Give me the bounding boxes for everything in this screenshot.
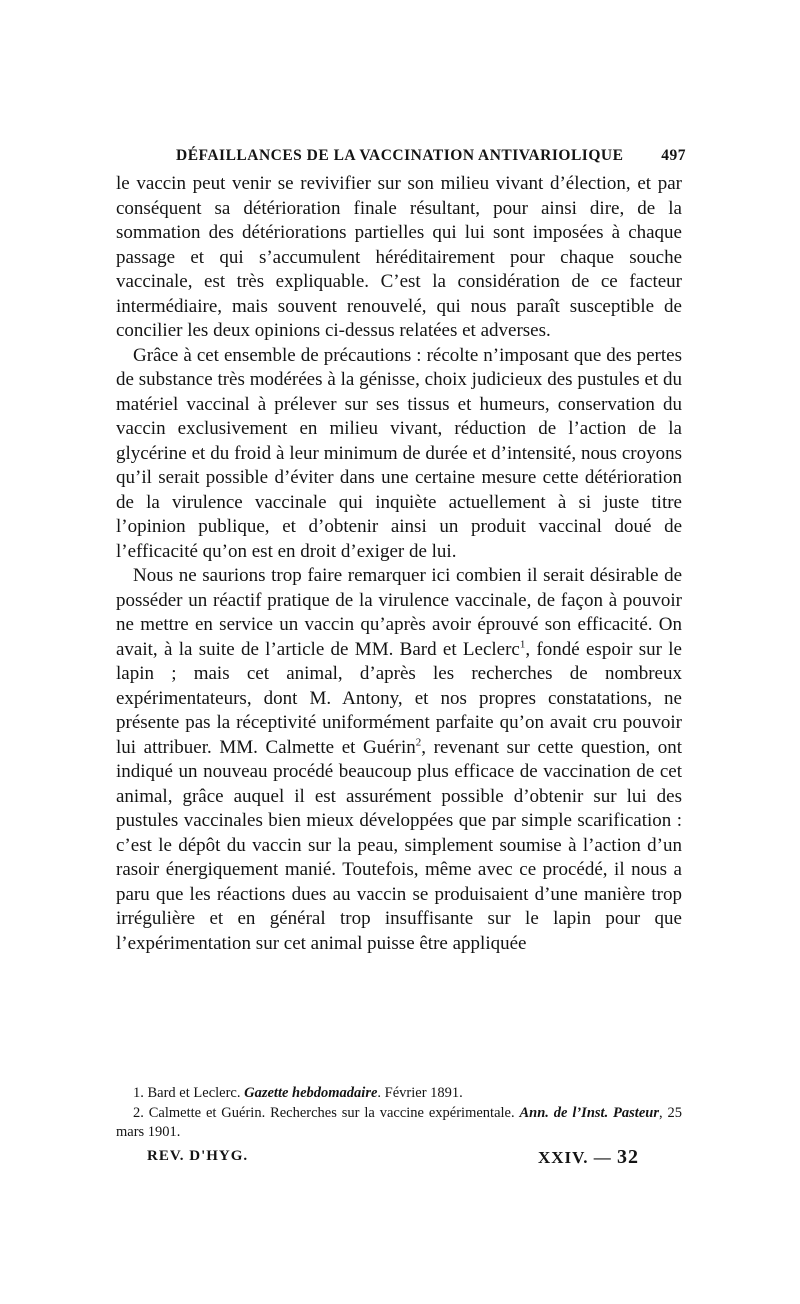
footnotes: [116, 1084, 682, 1143]
paragraph-3: [116, 564, 682, 956]
signature-volume: XXIV.: [537, 1148, 589, 1167]
footnote-1-journal: Gazette hebdomadaire: [244, 1085, 378, 1101]
footnote-1-date: . Février 1891.: [377, 1085, 463, 1101]
signature-line: [147, 1146, 639, 1168]
signature-journal: REV. D'HYG.: [147, 1148, 249, 1164]
paragraph-3-part-b: , fondé espoir sur le lapin ; mais cet animal, d’après les recherches de nombreux expérimentateurs, dont M. Antony, et nos propres constatations, ne présente pas la réceptivité uniformément parfaite qu’on avait cru pouvoir lui attribuer. MM. Calmette et Guérin: [116, 638, 682, 758]
footnote-2-text: Calmette et Guérin. Recherches sur la vaccine expérimentale.: [143, 1104, 520, 1121]
footnote-2-date: , 25 mars 1901.: [116, 1104, 682, 1140]
signature-number: 32: [617, 1146, 639, 1168]
footnote-1: [116, 1084, 682, 1104]
paragraph-2: Grâce à cet ensemble de précautions : récolte n’imposant que des pertes de substance très modérées à la génisse, choix judicieux des pustules et du matériel vaccinal à prélever sur ses tissus et humeurs, conservation du vaccin exclusivement en milieu vivant, réduction de l’action de la glycérine et du froid à leur minimum de durée et d’intensité, nous croyons qu’il serait possible d’éviter dans une certaine mesure cette détérioration de la virulence vaccinale qui inquiète actuellement à si juste titre l’opinion publique, et d’obtenir ainsi un produit vaccinal doué de l’efficacité qu’on est en droit d’exiger de lui.: [116, 344, 682, 562]
footnote-ref-1[interactable]: 1: [519, 638, 526, 651]
running-head: [176, 147, 686, 165]
running-title: DÉFAILLANCES DE LA VACCINATION ANTIVARIOLIQUE: [176, 147, 624, 164]
signature-sheet: [538, 1146, 639, 1169]
footnote-ref-2[interactable]: 2: [415, 736, 422, 749]
paragraph-3-part-c: , revenant sur cette question, ont indiqué un nouveau procédé beaucoup plus efficace de vaccination de cet animal, grâce auquel il est assurément possible d’obtenir sur lui des pustules vaccinales bien mieux développées que par simple scarification : c’est le dépôt du vaccin sur la peau, simplement soumise à l’action d’un rasoir énergiquement manié. Toutefois, même avec ce procédé, il nous a paru que les réactions dues au vaccin se produisaient d’une manière trop irrégulière et en général trop insuffisante sur le lapin pour que l’expérimentation sur cet animal puisse être appliquée: [116, 736, 682, 954]
footnote-1-number: 1.: [133, 1085, 144, 1101]
footnote-2: [116, 1104, 682, 1143]
main-text: [116, 172, 682, 956]
paragraph-1: le vaccin peut venir se revivifier sur son milieu vivant d’élection, et par conséquent sa détérioration finale résultant, pour ainsi dire, de la sommation des détériorations partielles qui lui sont imposées à chaque passage et qui s’accumulent héréditairement pour chaque souche vaccinale, est très expliquable. C’est la considération de ce facteur intermédiaire, mais souvent renouvelé, qui nous paraît susceptible de concilier les deux opinions ci-dessus relatées et adverses.: [116, 173, 682, 341]
paragraph-3-part-a: Nous ne saurions trop faire remarquer ici combien il serait désirable de posséder un réactif pratique de la virulence vaccinale, de façon à pouvoir ne mettre en service un vaccin qu’après avoir éprouvé son efficacité. On avait, à la suite de l’article de MM. Bard et Leclerc: [116, 565, 682, 660]
footnote-2-journal: Ann. de l’Inst. Pasteur: [519, 1104, 659, 1121]
footnote-2-number: 2.: [133, 1104, 144, 1121]
signature-dash: —: [588, 1148, 617, 1167]
footnote-1-authors: Bard et Leclerc.: [143, 1085, 245, 1101]
page-number: 497: [661, 147, 686, 164]
